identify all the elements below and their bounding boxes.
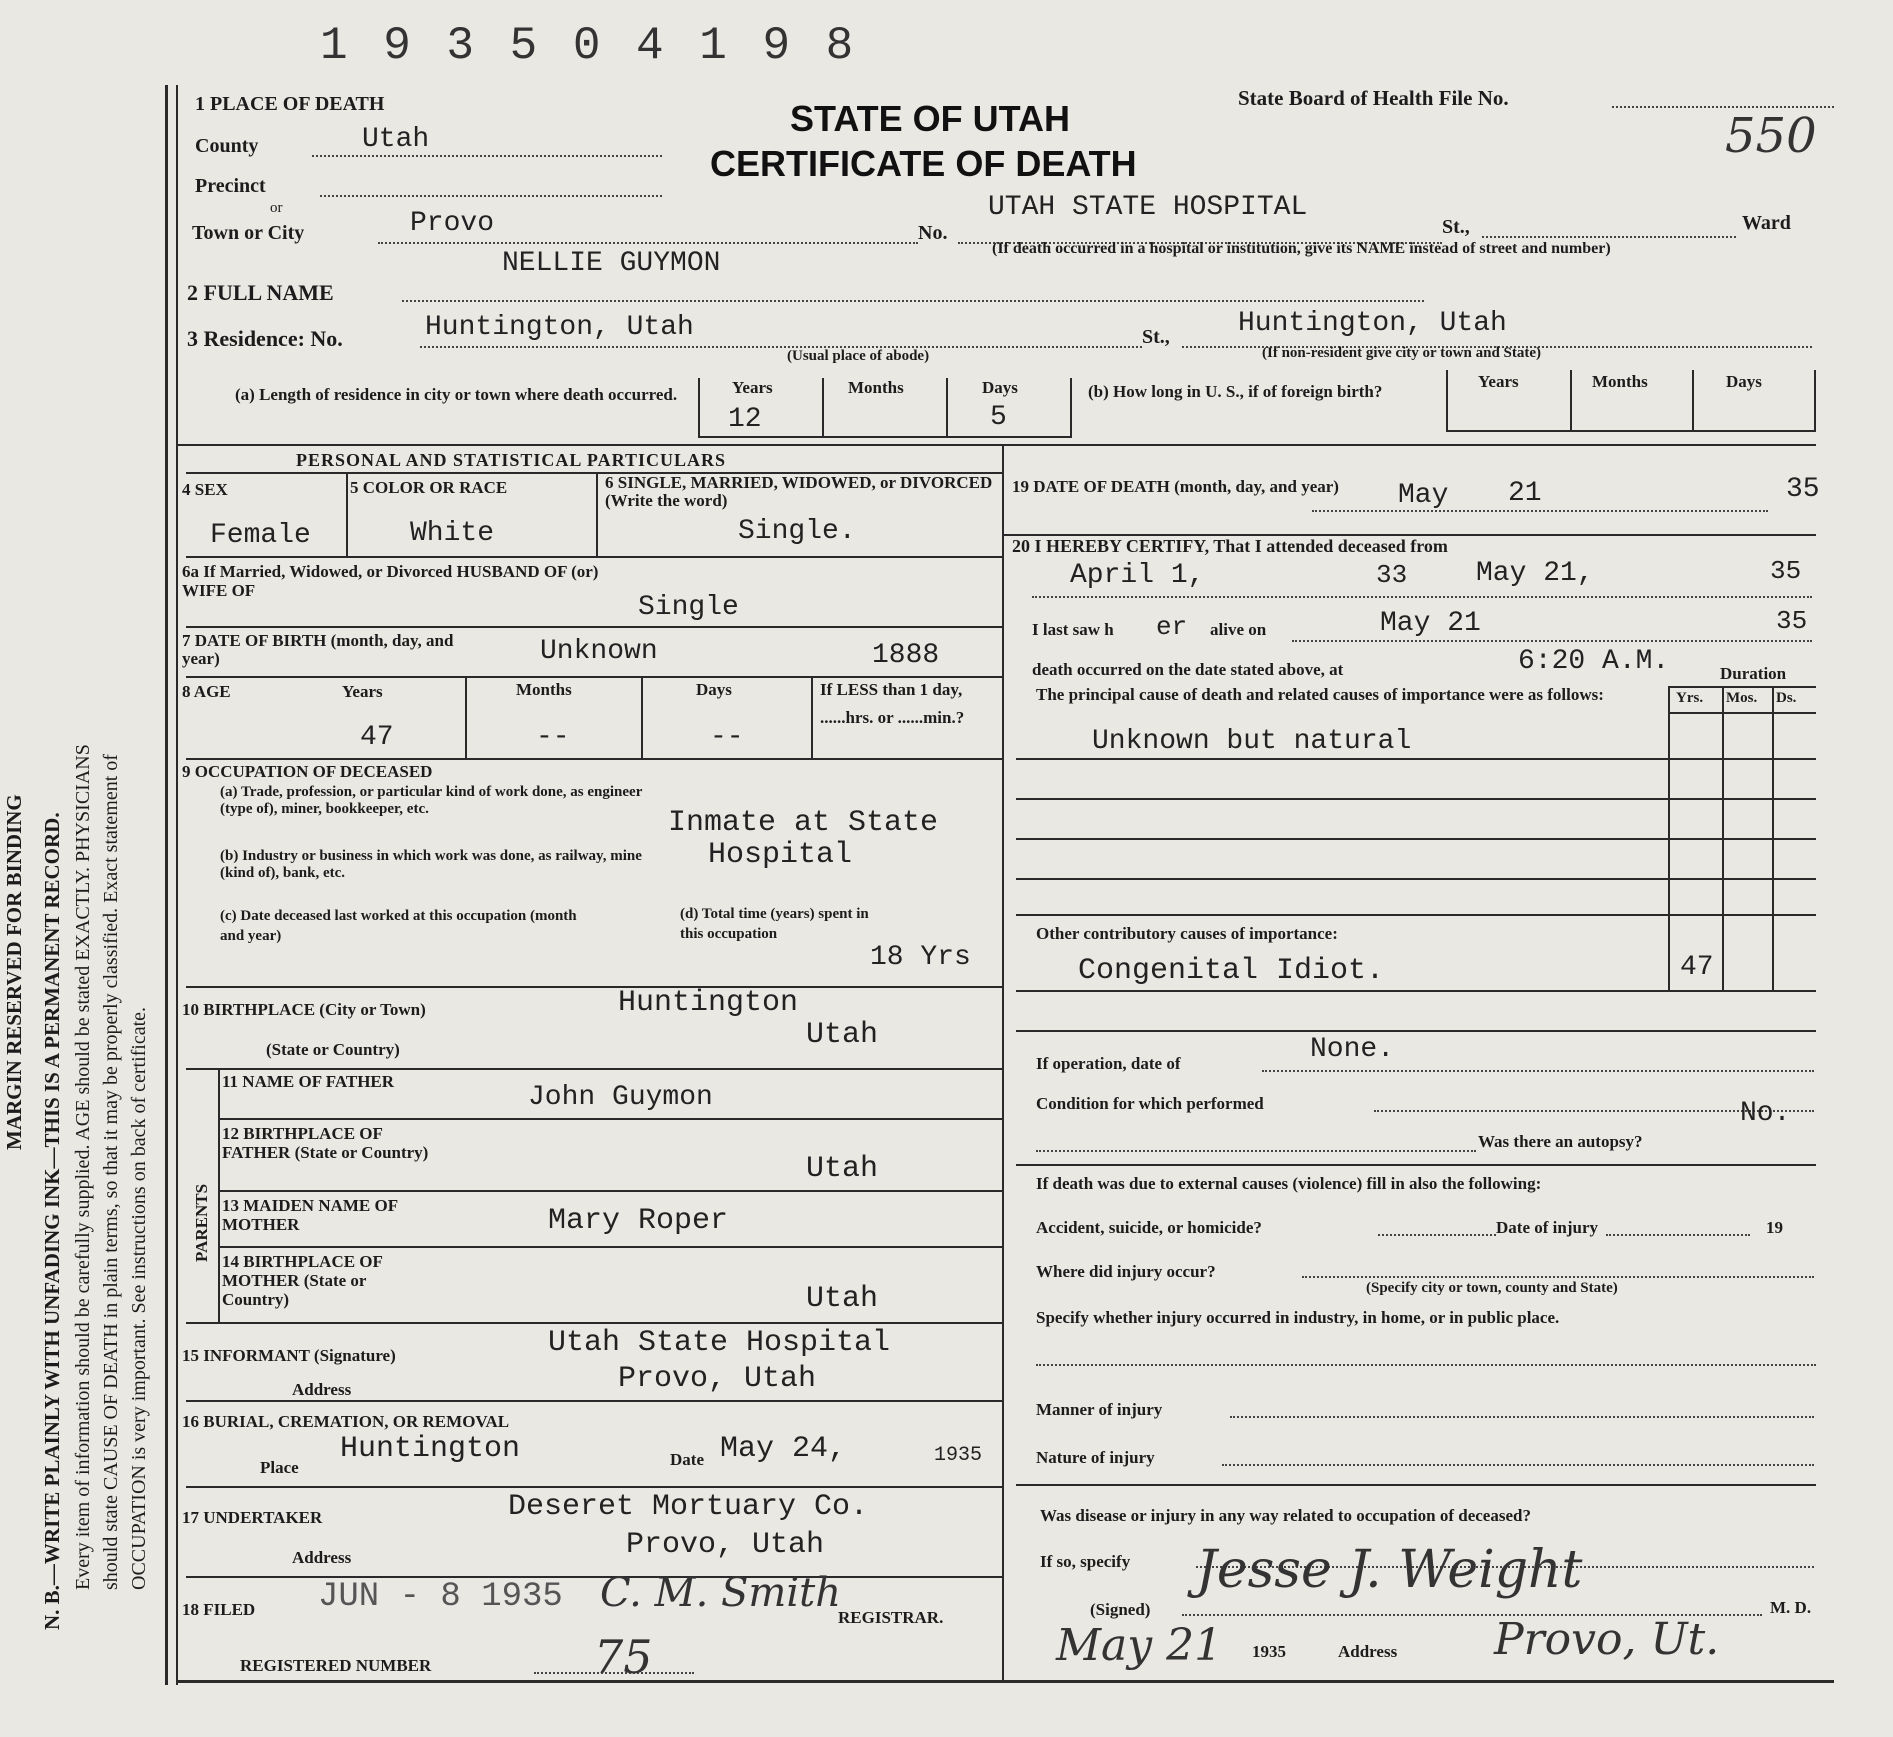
file-no-value: 550 [1725, 108, 1817, 164]
nonres-note: (If non-resident give city or town and State) [1262, 345, 1542, 361]
signed-address: Provo, Ut. [1494, 1614, 1720, 1665]
burial-place-label: Place [260, 1458, 299, 1477]
side-note-line2: Every item of information should be carefully supplied. AGE should be stated EXACTLY. PHYSICIANS [72, 744, 94, 1590]
father-value: John Guymon [528, 1082, 713, 1113]
operation-label: If operation, date of [1036, 1054, 1181, 1073]
mother-bp-label: 14 BIRTHPLACE OF MOTHER (State or Country) [222, 1252, 383, 1309]
county-value: Utah [362, 124, 430, 155]
town-label: Town or City [192, 222, 305, 244]
last-seen-suffix: er [1156, 612, 1188, 642]
full-name-label: 2 FULL NAME [187, 280, 334, 305]
attended-from-year: 33 [1376, 560, 1408, 590]
autopsy-label: Was there an autopsy? [1478, 1132, 1643, 1151]
occupation-d-label: (d) Total time (years) spent in this occupation [680, 906, 869, 942]
age-years: 47 [360, 722, 394, 753]
res-st-label: St., [1142, 326, 1170, 348]
months-header: Months [848, 378, 904, 397]
father-bp-label: 12 BIRTHPLACE OF FATHER (State or Country) [222, 1124, 429, 1162]
personal-heading: PERSONAL AND STATISTICAL PARTICULARS [296, 450, 726, 470]
father-label: 11 NAME OF FATHER [222, 1072, 395, 1091]
certificate-number: 1 9 3 5 0 4 1 9 8 [320, 20, 858, 72]
undertaker-address-label: Address [292, 1548, 352, 1567]
yrs-header: Yrs. [1676, 690, 1704, 706]
attended-from: April 1, [1070, 560, 1205, 591]
informant-address-label: Address [292, 1380, 352, 1399]
injury-date-label: Date of injury [1496, 1218, 1598, 1237]
occurred-label: death occurred on the date stated above, at [1032, 660, 1344, 679]
where-note: (Specify city or town, county and State) [1366, 1280, 1618, 1296]
age-days: -- [710, 722, 744, 753]
bottom-border [176, 1680, 1834, 1683]
other-cause: Congenital Idiot. [1078, 954, 1385, 988]
age-years-header: Years [342, 682, 383, 701]
precinct-label: Precinct [195, 175, 266, 197]
us-months-header: Months [1592, 372, 1648, 391]
us-label: (b) How long in U. S., if of foreign birth? [1088, 382, 1383, 401]
town-value: Provo [410, 208, 495, 239]
county-label: County [195, 135, 259, 157]
color-value: White [410, 518, 495, 549]
where-label: Where did injury occur? [1036, 1262, 1216, 1281]
father-bp-value: Utah [806, 1152, 879, 1186]
or-label: or [270, 200, 283, 216]
death-month: May [1398, 480, 1449, 511]
registered-number-label: REGISTERED NUMBER [240, 1656, 432, 1675]
length-label: (a) Length of residence in city or town where death occurred. [235, 385, 678, 404]
days-header: Days [982, 378, 1018, 397]
occupation-value2: Hospital [708, 838, 853, 872]
md-label: M. D. [1770, 1598, 1812, 1617]
burial-label: 16 BURIAL, CREMATION, OR REMOVAL [182, 1412, 510, 1431]
mos-header: Mos. [1726, 690, 1758, 706]
burial-year: 1935 [934, 1444, 983, 1467]
title-certificate: CERTIFICATE OF DEATH [710, 143, 1137, 184]
age-months-header: Months [516, 680, 572, 699]
marital-value: Single. [738, 516, 856, 547]
age-label: 8 AGE [182, 682, 231, 701]
last-seen-date: May 21 [1380, 608, 1481, 639]
alive-on-label: alive on [1210, 620, 1267, 639]
side-note-line1: N. B.—WRITE PLAINLY WITH UNFADING INK—THIS IS A PERMANENT RECORD. [40, 812, 64, 1630]
autopsy-value: No. [1740, 1098, 1791, 1129]
if-so-label: If so, specify [1040, 1552, 1131, 1571]
hospital-note: (If death occurred in a hospital or institution, give its NAME instead of street and number) [992, 240, 1611, 257]
age-months: -- [536, 722, 570, 753]
parents-side-label: PARENTS [192, 1183, 211, 1262]
occupation-value1: Inmate at State [668, 806, 939, 840]
side-note-line3: should state CAUSE OF DEATH in plain terms, so that it may be properly classified. Exact statement of [100, 754, 122, 1590]
birthplace-city: Huntington [618, 986, 799, 1020]
occupation-time: 18 Yrs [870, 942, 971, 973]
specify-label: Specify whether injury occurred in industry, in home, or in public place. [1036, 1308, 1560, 1327]
sex-value: Female [210, 520, 311, 551]
sex-label: 4 SEX [182, 480, 228, 499]
principal-cause: Unknown but natural [1092, 726, 1412, 757]
signed-date: May 21 [1056, 1620, 1223, 1671]
mother-value: Mary Roper [548, 1204, 729, 1238]
place-heading: 1 PLACE OF DEATH [195, 93, 385, 115]
last-seen-label: I last saw h [1032, 620, 1114, 639]
st-label: St., [1442, 216, 1470, 238]
color-label: 5 COLOR OR RACE [350, 478, 508, 497]
date-of-death-label: 19 DATE OF DEATH (month, day, and year) [1012, 477, 1339, 496]
margin-note: MARGIN RESERVED FOR BINDING [2, 794, 26, 1150]
last-seen-year: 35 [1776, 606, 1808, 636]
undertaker-label: 17 UNDERTAKER [182, 1508, 323, 1527]
birthplace-state: Utah [806, 1018, 879, 1052]
marital-label: 6 SINGLE, MARRIED, WIDOWED, or DIVORCED (Write the word) [605, 473, 993, 510]
cause-label: The principal cause of death and related causes of importance were as follows: [1036, 685, 1604, 704]
filed-stamp: JUN - 8 1935 [318, 1578, 563, 1616]
informant-label: 15 INFORMANT (Signature) [182, 1346, 396, 1365]
informant-value: Utah State Hospital [548, 1326, 891, 1360]
duration-header: Duration [1720, 664, 1787, 683]
burial-date-label: Date [670, 1450, 704, 1469]
mother-bp-value: Utah [806, 1282, 879, 1316]
attended-to: May 21, [1476, 558, 1594, 589]
full-name-value: NELLIE GUYMON [502, 248, 721, 279]
us-years-header: Years [1478, 372, 1519, 391]
left-border [165, 85, 168, 1685]
residence-value: Huntington, Utah [425, 312, 694, 343]
occupation-c-label: (c) Date deceased last worked at this occupation (month and year) [220, 908, 577, 944]
certify-label: 20 I HEREBY CERTIFY, That I attended deceased from [1012, 536, 1448, 556]
other-causes-label: Other contributory causes of importance: [1036, 924, 1338, 943]
attended-to-year: 35 [1770, 556, 1802, 586]
occupation-a-label: (a) Trade, profession, or particular kind of work done, as engineer (type of), miner, bookkeeper, etc. [220, 784, 643, 817]
external-label: If death was due to external causes (violence) fill in also the following: [1036, 1174, 1542, 1193]
years-header: Years [732, 378, 773, 397]
age-days-header: Days [696, 680, 732, 699]
occ-related-label: Was disease or injury in any way related to occupation of deceased? [1040, 1506, 1531, 1525]
left-border-inner [176, 85, 178, 1685]
nature-label: Nature of injury [1036, 1448, 1155, 1467]
filed-label: 18 FILED [182, 1600, 256, 1619]
birthplace-state-label: (State or Country) [266, 1040, 400, 1059]
ward-label: Ward [1742, 212, 1791, 234]
res-years: 12 [728, 404, 762, 435]
undertaker-value: Deseret Mortuary Co. [508, 1490, 869, 1524]
residence-label: 3 Residence: No. [187, 326, 343, 351]
operation-value: None. [1310, 1034, 1395, 1065]
burial-place: Huntington [340, 1432, 521, 1466]
nineteen-label: 19 [1766, 1218, 1783, 1237]
condition-label: Condition for which performed [1036, 1094, 1264, 1113]
mother-label: 13 MAIDEN NAME OF MOTHER [222, 1196, 398, 1234]
res-days: 5 [990, 402, 1007, 433]
other-cause-years: 47 [1680, 952, 1714, 983]
death-day: 21 [1508, 478, 1542, 509]
registrar-signature: C. M. Smith [600, 1570, 841, 1616]
spouse-value: Single [638, 592, 739, 623]
dob-label: 7 DATE OF BIRTH (month, day, and year) [182, 631, 454, 668]
informant-address: Provo, Utah [618, 1362, 817, 1396]
registrar-label: REGISTRAR. [838, 1608, 944, 1627]
registered-number: 75 [594, 1630, 653, 1684]
less-than-label: If LESS than 1 day, ......hrs. or ......min.? [820, 680, 965, 727]
death-time: 6:20 A.M. [1518, 646, 1670, 677]
abode-note: (Usual place of abode) [787, 348, 930, 364]
occupation-b-label: (b) Industry or business in which work was done, as railway, mine (kind of), bank, etc. [220, 848, 642, 881]
signed-address-label: Address [1338, 1642, 1398, 1661]
ds-header: Ds. [1776, 690, 1797, 706]
burial-date: May 24, [720, 1432, 847, 1466]
physician-signature: Jesse J. Weight [1196, 1540, 1583, 1600]
death-year: 35 [1786, 474, 1820, 505]
dob-value: Unknown [540, 636, 658, 667]
file-no-label: State Board of Health File No. [1238, 86, 1509, 110]
title-state: STATE OF UTAH [790, 98, 1070, 139]
accident-label: Accident, suicide, or homicide? [1036, 1218, 1262, 1237]
manner-label: Manner of injury [1036, 1400, 1163, 1419]
us-days-header: Days [1726, 372, 1762, 391]
signed-year: 1935 [1252, 1642, 1286, 1661]
signed-label: (Signed) [1090, 1600, 1151, 1619]
occupation-label: 9 OCCUPATION OF DECEASED [182, 762, 433, 781]
undertaker-address: Provo, Utah [626, 1528, 825, 1562]
birthplace-label: 10 BIRTHPLACE (City or Town) [182, 1000, 426, 1019]
institution-value: UTAH STATE HOSPITAL [988, 192, 1308, 223]
res-st-value: Huntington, Utah [1238, 308, 1507, 339]
spouse-label: 6a If Married, Widowed, or Divorced HUSBAND OF (or) WIFE OF [182, 562, 599, 600]
no-label: No. [918, 222, 948, 244]
side-note-line4: OCCUPATION is very important. See instructions on back of certificate. [128, 1006, 150, 1590]
dob-year: 1888 [872, 640, 940, 671]
